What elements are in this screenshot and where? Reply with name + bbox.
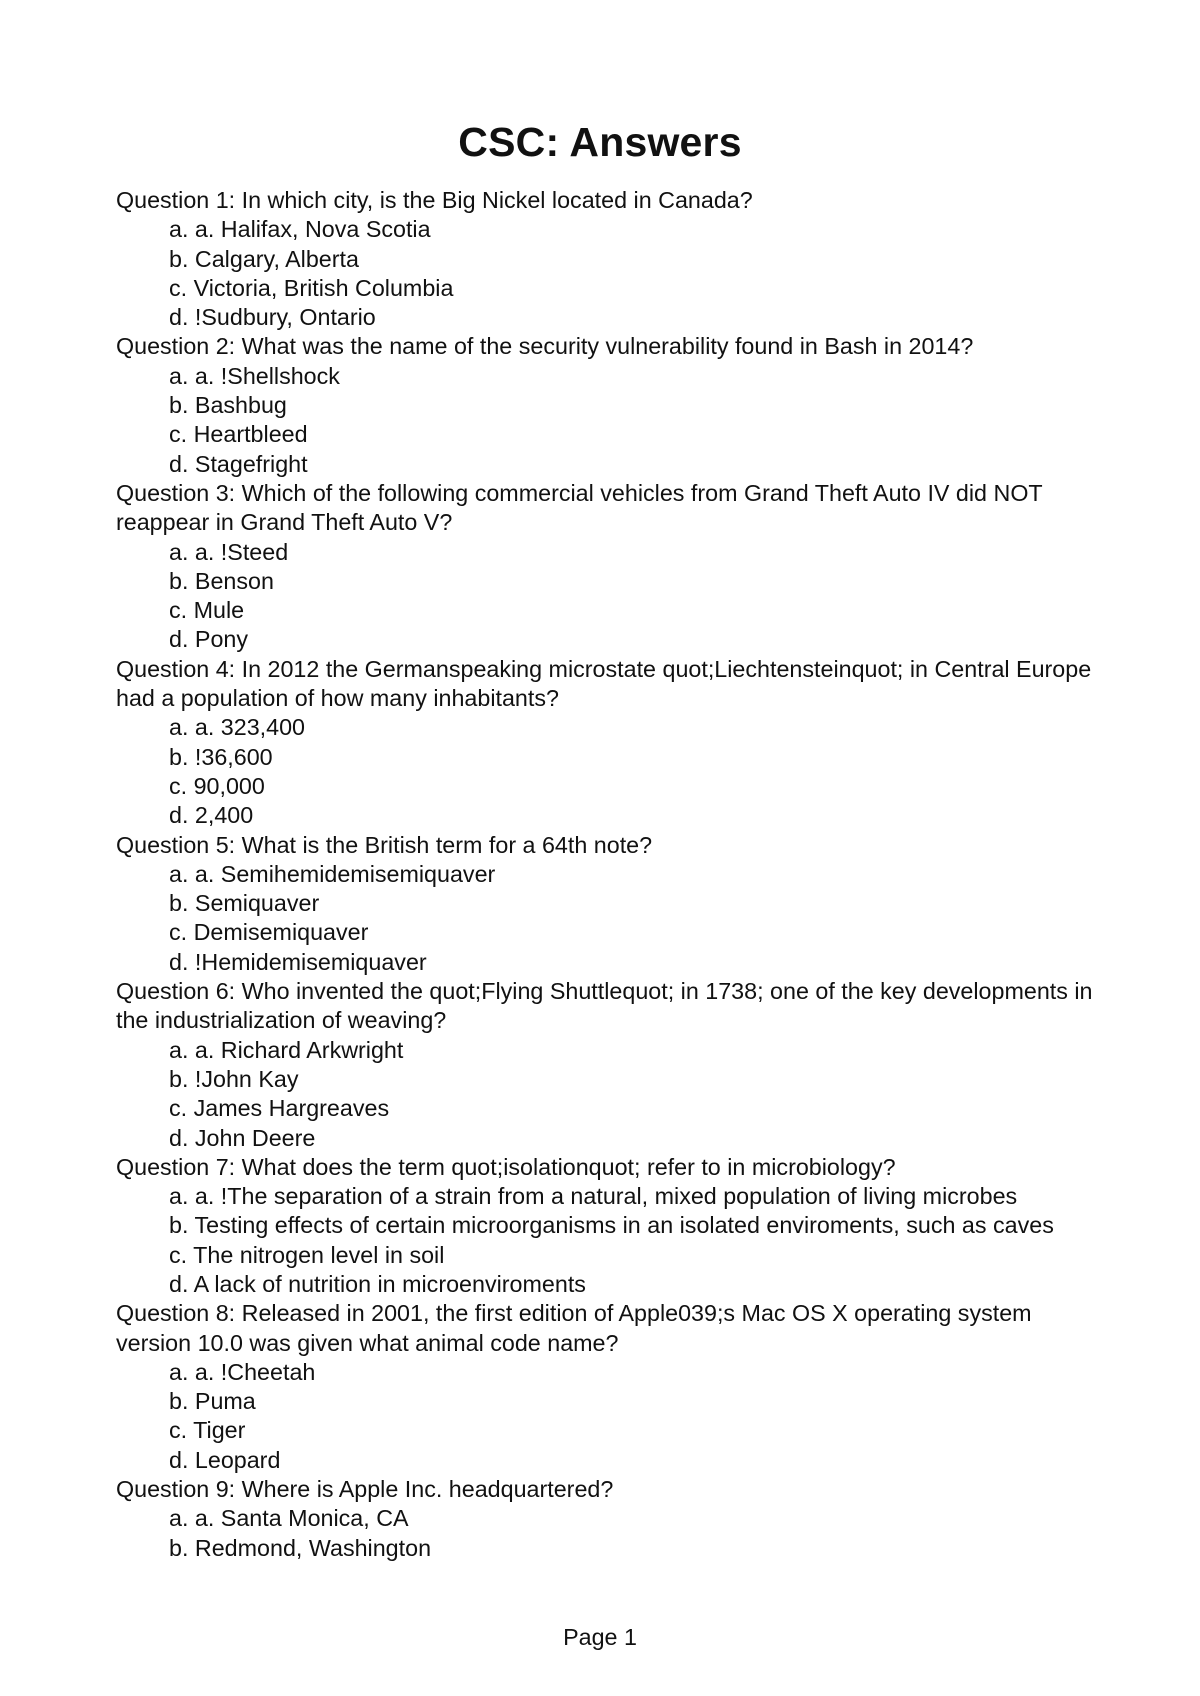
answer-option: b. Calgary, Alberta (169, 245, 359, 272)
answer-option: b. Puma (169, 1388, 256, 1415)
question-text: Question 9: Where is Apple Inc. headquartered? (116, 1476, 614, 1503)
answer-option: d. Leopard (169, 1446, 281, 1473)
answer-option: d. !Sudbury, Ontario (169, 304, 376, 331)
answer-option: c. Mule (169, 597, 245, 624)
answer-option: b. !36,600 (169, 743, 273, 770)
question-text: Question 4: In 2012 the Germanspeaking microstate quot;Liechtensteinquot; in Central Europe had a population of how many inhabitants? (116, 655, 1092, 712)
question-text: Question 5: What is the British term for a 64th note? (116, 831, 653, 858)
question-9 (116, 1475, 1096, 1563)
question-7 (116, 1153, 1096, 1299)
question-2 (116, 332, 1096, 478)
question-text: Question 8: Released in 2001, the first edition of Apple039;s Mac OS X operating system version 10.0 was given what animal code name? (116, 1300, 1032, 1356)
answer-option: d. 2,400 (169, 802, 254, 829)
answer-option: b. Testing effects of certain microorganisms in an isolated enviroments, such as caves (169, 1212, 1054, 1239)
answer-option: b. Redmond, Washington (169, 1534, 432, 1561)
question-text: Question 1: In which city, is the Big Nickel located in Canada? (116, 187, 753, 213)
answer-option: c. Tiger (169, 1417, 246, 1444)
answer-option: c. James Hargreaves (169, 1095, 390, 1122)
question-text: Question 6: Who invented the quot;Flying Shuttlequot; in 1738; one of the key developments in the industrialization of weaving? (116, 978, 1093, 1034)
answer-option: c. Heartbleed (169, 421, 308, 448)
answer-option: c. The nitrogen level in soil (169, 1241, 445, 1268)
answer-option: a. a. !Shellshock (169, 362, 340, 389)
question-8 (116, 1299, 1096, 1475)
question-3 (116, 479, 1096, 655)
answer-option: d. Stagefright (169, 450, 308, 477)
question-6 (116, 977, 1096, 1153)
answer-option: a. a. Santa Monica, CA (169, 1505, 409, 1532)
answer-option: a. a. Semihemidemisemiquaver (169, 860, 496, 887)
answer-option: d. !Hemidemisemiquaver (169, 948, 427, 975)
answer-option: c. 90,000 (169, 772, 265, 799)
question-text: Question 2: What was the name of the security vulnerability found in Bash in 2014? (116, 333, 974, 360)
answer-option: b. !John Kay (169, 1065, 299, 1092)
question-text: Question 3: Which of the following commercial vehicles from Grand Theft Auto IV did NOT reappear in Grand Theft Auto V? (116, 479, 1043, 536)
page-number: Page 1 (563, 1624, 637, 1650)
answer-option: a. a. Richard Arkwright (169, 1036, 404, 1063)
answer-option: c. Victoria, British Columbia (169, 274, 454, 301)
answer-option: a. a. Halifax, Nova Scotia (169, 216, 431, 243)
question-5 (116, 831, 1096, 977)
answer-option: d. John Deere (169, 1124, 316, 1151)
answer-option: b. Semiquaver (169, 890, 320, 917)
answer-option: a. a. !Cheetah (169, 1358, 316, 1385)
question-4 (116, 655, 1096, 831)
answer-option: d. Pony (169, 626, 249, 653)
answer-option: a. a. !The separation of a strain from a natural, mixed population of living microbes (169, 1183, 1018, 1210)
question-1 (116, 186, 1096, 332)
question-text: Question 7: What does the term quot;isolationquot; refer to in microbiology? (116, 1153, 896, 1180)
answer-option: b. Benson (169, 567, 274, 594)
answer-option: a. a. !Steed (169, 538, 289, 565)
answer-option: c. Demisemiquaver (169, 919, 369, 946)
answer-option: a. a. 323,400 (169, 714, 306, 741)
answer-option: d. A lack of nutrition in microenviroments (169, 1270, 586, 1297)
question-list (116, 186, 1096, 1563)
answer-option: b. Bashbug (169, 392, 287, 419)
document-title: CSC: Answers (458, 119, 742, 165)
